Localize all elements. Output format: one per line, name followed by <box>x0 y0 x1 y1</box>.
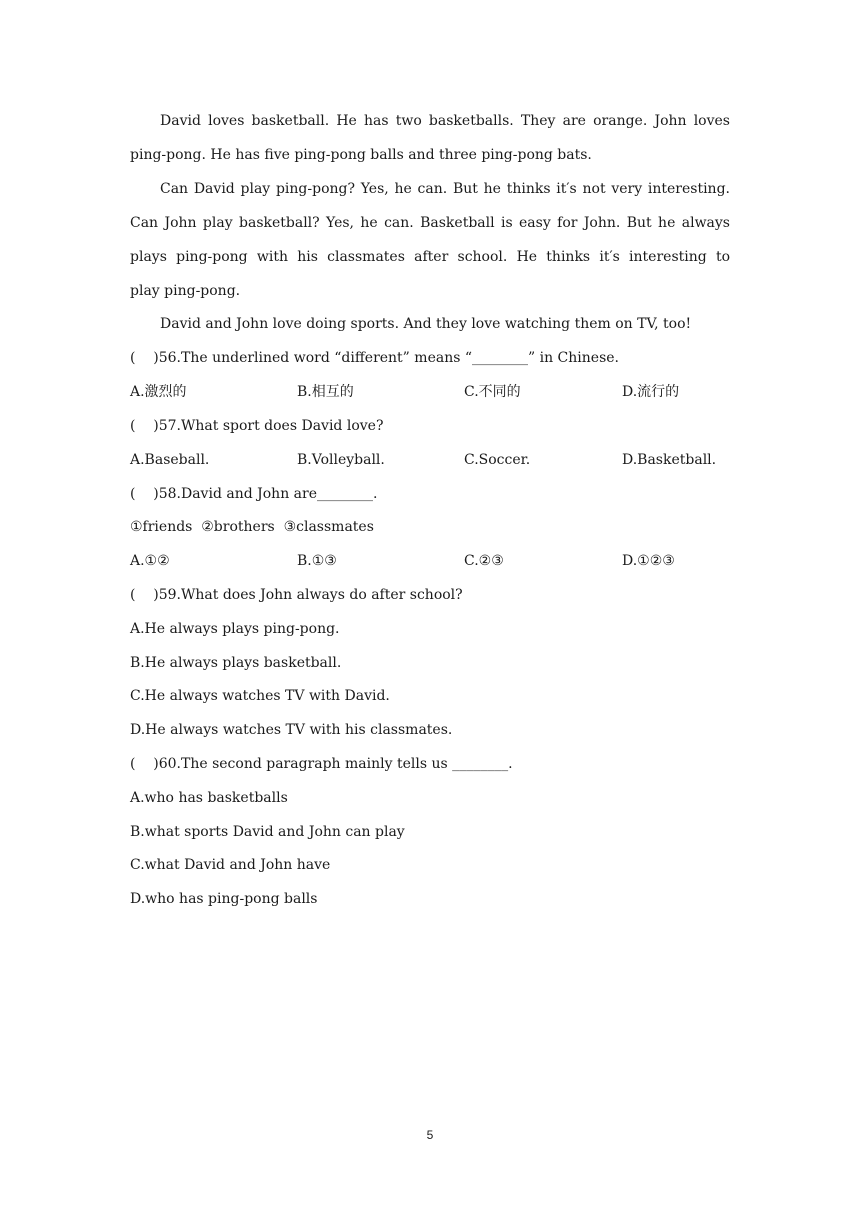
option: C.不同的 <box>464 384 521 400</box>
option: D.who has ping-pong balls <box>130 891 318 907</box>
passage-line: David loves basketball. He has two basketballs. They are orange. John loves <box>160 113 730 129</box>
option: A.①② <box>130 553 170 569</box>
option: A.Baseball. <box>130 452 210 468</box>
options-row <box>130 382 750 402</box>
option: B.what sports David and John can play <box>130 824 405 840</box>
passage-line: Can John play basketball? Yes, he can. Basketball is easy for John. But he always <box>130 215 730 231</box>
option: A.who has basketballs <box>130 790 288 806</box>
option: B.Volleyball. <box>297 452 385 468</box>
option: D.He always watches TV with his classmates. <box>130 722 453 738</box>
question-stem: ( )58.David and John are________. <box>130 486 378 502</box>
passage-line: plays ping-pong with his classmates after school. He thinks it′s interesting to <box>130 249 730 265</box>
option: C.what David and John have <box>130 857 331 873</box>
question-stem: ( )56.The underlined word “different” means “________” in Chinese. <box>130 350 619 366</box>
option: C.Soccer. <box>464 452 531 468</box>
passage-line: play ping-pong. <box>130 283 241 299</box>
page-number: 5 <box>426 1128 434 1142</box>
option: A.激烈的 <box>130 384 187 400</box>
question-stem: ( )57.What sport does David love? <box>130 418 384 434</box>
option: C.②③ <box>464 553 504 569</box>
option: D.①②③ <box>622 553 675 569</box>
option: D.Basketball. <box>622 452 717 468</box>
options-row <box>130 450 750 470</box>
passage-line: David and John love doing sports. And they love watching them on TV, too! <box>160 316 692 332</box>
passage-line: ping-pong. He has five ping-pong balls and three ping-pong bats. <box>130 147 592 163</box>
question-sub-options: ①friends ②brothers ③classmates <box>130 519 374 535</box>
option: A.He always plays ping-pong. <box>130 621 340 637</box>
option: B.①③ <box>297 553 337 569</box>
option: D.流行的 <box>622 384 680 400</box>
options-row <box>130 551 750 571</box>
passage-line: Can David play ping-pong? Yes, he can. But he thinks it′s not very interesting. <box>160 181 730 197</box>
question-stem: ( )59.What does John always do after school? <box>130 587 463 603</box>
option: C.He always watches TV with David. <box>130 688 390 704</box>
option: B.相互的 <box>297 384 354 400</box>
question-stem: ( )60.The second paragraph mainly tells us ________. <box>130 756 513 772</box>
option: B.He always plays basketball. <box>130 655 342 671</box>
